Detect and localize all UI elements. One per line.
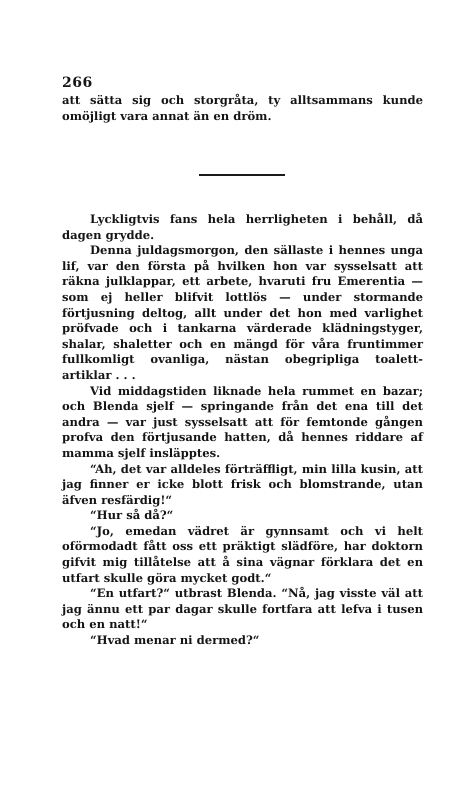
intro-text-block [62,93,423,124]
paragraph-4: “Ah, det var alldeles förträffligt, min lilla kusin, att jag finner er icke blott frisk och blomstrande, utan äfven resfärdig!“ [62,461,423,507]
section-divider [199,174,285,176]
intro-paragraph: att sätta sig och storgråta, ty alltsammans kunde omöjligt vara annat än en dröm. [62,93,423,123]
paragraph-1: Lyckligtvis fans hela herrligheten i behåll, då dagen grydde. [62,212,423,242]
paragraph-6: “Jo, emedan vädret är gynnsamt och vi helt oförmodadt fått oss ett präktigt slädföre, har doktorn gifvit mig tillåtelse att å sina vägnar förklara det en utfart skulle göra mycket godt.“ [62,523,423,585]
paragraph-5: “Hur så då?“ [90,508,174,523]
paragraph-7: “En utfart?“ utbrast Blenda. “Nå, jag visste väl att jag ännu ett par dagar skulle fortfara att lefva i tusen och en natt!“ [62,586,423,632]
paragraph-8: “Hvad menar ni dermed?“ [90,633,260,648]
page-number: 266 [62,75,93,91]
paragraph-3: Vid middagstiden liknade hela rummet en bazar; och Blenda sjelf — springande från det ena till det andra — var just sysselsatt att för femtonde gången profva den förtjusande hatten, då hennes riddare af mamma sjelf insläpptes. [62,383,423,460]
paragraph-2: Denna juldagsmorgon, den sällaste i hennes unga lif, var den första på hvilken hon var sysselsatt att räkna julklappar, ett arbete, hvaruti fru Emerentia — som ej heller blifvit lottlös — under stormande förtjusning deltog, allt under det hon med varlighet pröfvade och i tankarna värderade klädningstyger, shalar, shaletter och en mängd för våra fruntimmer fullkomligt ovanliga, nästan obegripliga toalett-artiklar . . . [62,243,423,382]
main-text-block [62,212,423,649]
